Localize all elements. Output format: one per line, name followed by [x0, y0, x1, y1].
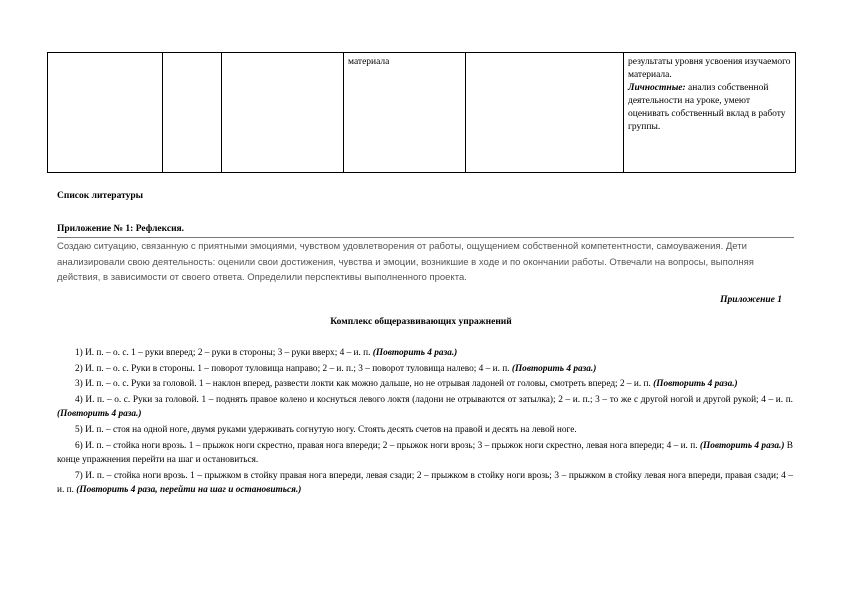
table-cell: [466, 53, 624, 173]
cell-text: анализ собственной деятельности на уроке, умеют оценивать собственный вклад в работу группы.: [628, 83, 786, 132]
exercise-text: 2) И. п. – о. с. Руки в стороны. 1 – поворот туловища направо; 2 – и. п.; 3 – поворот туловища налево; 4 – и. п.: [75, 363, 512, 374]
exercise-repeat: (Повторить 4 раза.): [372, 348, 458, 358]
reflection-paragraph: Создаю ситуацию, связанную с приятными эмоциями, чувством удовлетворения от работы, ощущением собственной компетентности, самоуважения. Дети анализировали свою деятельность: оценили свои достижения, чувства и эмоции, возникшие в ходе и по окончании работы. Отвечали на вопросы, выполняя действия, в зависимости от своего ответа. Определили перспективы выполненного проекта.: [57, 237, 794, 286]
exercise-repeat: (Повторить 4 раза.): [653, 379, 738, 390]
exercise-text: 3) И. п. – о. с. Руки за головой. 1 – наклон вперед, развести локти как можно дальше, но не отрывая ладоней от головы, смотреть вперед; 2 – и. п.: [75, 379, 654, 390]
lesson-plan-table: [47, 52, 796, 173]
exercise-item: [57, 423, 793, 437]
exercise-item: [57, 362, 793, 376]
table-row: [48, 53, 796, 173]
exercise-item: [57, 393, 793, 421]
appendix-label: Приложение 1: [720, 295, 782, 305]
exercise-text: 4) И. п. – о. с. Руки за головой. 1 – поднять правое колено и коснуться левого локтя (ладони не отрываются от затылка); 2 – и. п.; 3 – то же с другой ногой и другой рукой; 4 – и. п.: [75, 395, 793, 406]
table-cell: [344, 53, 466, 173]
exercise-item: [57, 346, 793, 360]
exercise-tail: В конце упражнения перейти на шаг и остановиться.: [57, 440, 793, 465]
literature-heading: Список литературы: [57, 191, 144, 201]
exercise-text: 1) И. п. – о. с. 1 – руки вперед; 2 – руки в стороны; 3 – руки вверх; 4 – и. п.: [75, 348, 373, 358]
personal-results-label: Личностные:: [628, 83, 686, 93]
table-cell: [48, 53, 163, 173]
exercise-item: [57, 377, 793, 391]
cell-text: результаты уровня усвоения изучаемого материала.: [628, 57, 791, 80]
table-cell: [163, 53, 222, 173]
exercises-title: Комплекс общеразвивающих упражнений: [330, 317, 512, 327]
exercise-list: [57, 346, 793, 499]
appendix1-heading: Приложение № 1: Рефлексия.: [57, 224, 185, 234]
exercise-item: [57, 439, 793, 467]
cell-text: материала: [348, 57, 390, 67]
exercise-repeat: (Повторить 4 раза.): [699, 440, 785, 451]
exercise-repeat: (Повторить 4 раза.): [57, 409, 142, 420]
table-cell: [222, 53, 344, 173]
exercise-repeat: (Повторить 4 раза, перейти на шаг и остановиться.): [76, 484, 302, 495]
exercise-text: 7) И. п. – стойка ноги врозь. 1 – прыжком в стойку правая нога впереди, левая сзади; 2 – прыжком в стойку ноги врозь; 3 – прыжком в стойку левая нога впереди, правая сзади; 4 – и. п.: [57, 470, 793, 495]
exercise-text: 6) И. п. – стойка ноги врозь. 1 – прыжок ноги скрестно, правая нога впереди; 2 – прыжок ноги врозь; 3 – прыжок ноги скрестно, левая нога впереди; 4 – и. п.: [75, 440, 700, 451]
exercise-text: 5) И. п. – стоя на одной ноге, двумя руками удерживать согнутую ногу. Стоять десять счетов на правой и десять на левой ноге.: [75, 425, 577, 436]
table-cell: [624, 53, 796, 173]
exercise-item: [57, 469, 793, 497]
exercise-repeat: (Повторить 4 раза.): [511, 363, 597, 374]
